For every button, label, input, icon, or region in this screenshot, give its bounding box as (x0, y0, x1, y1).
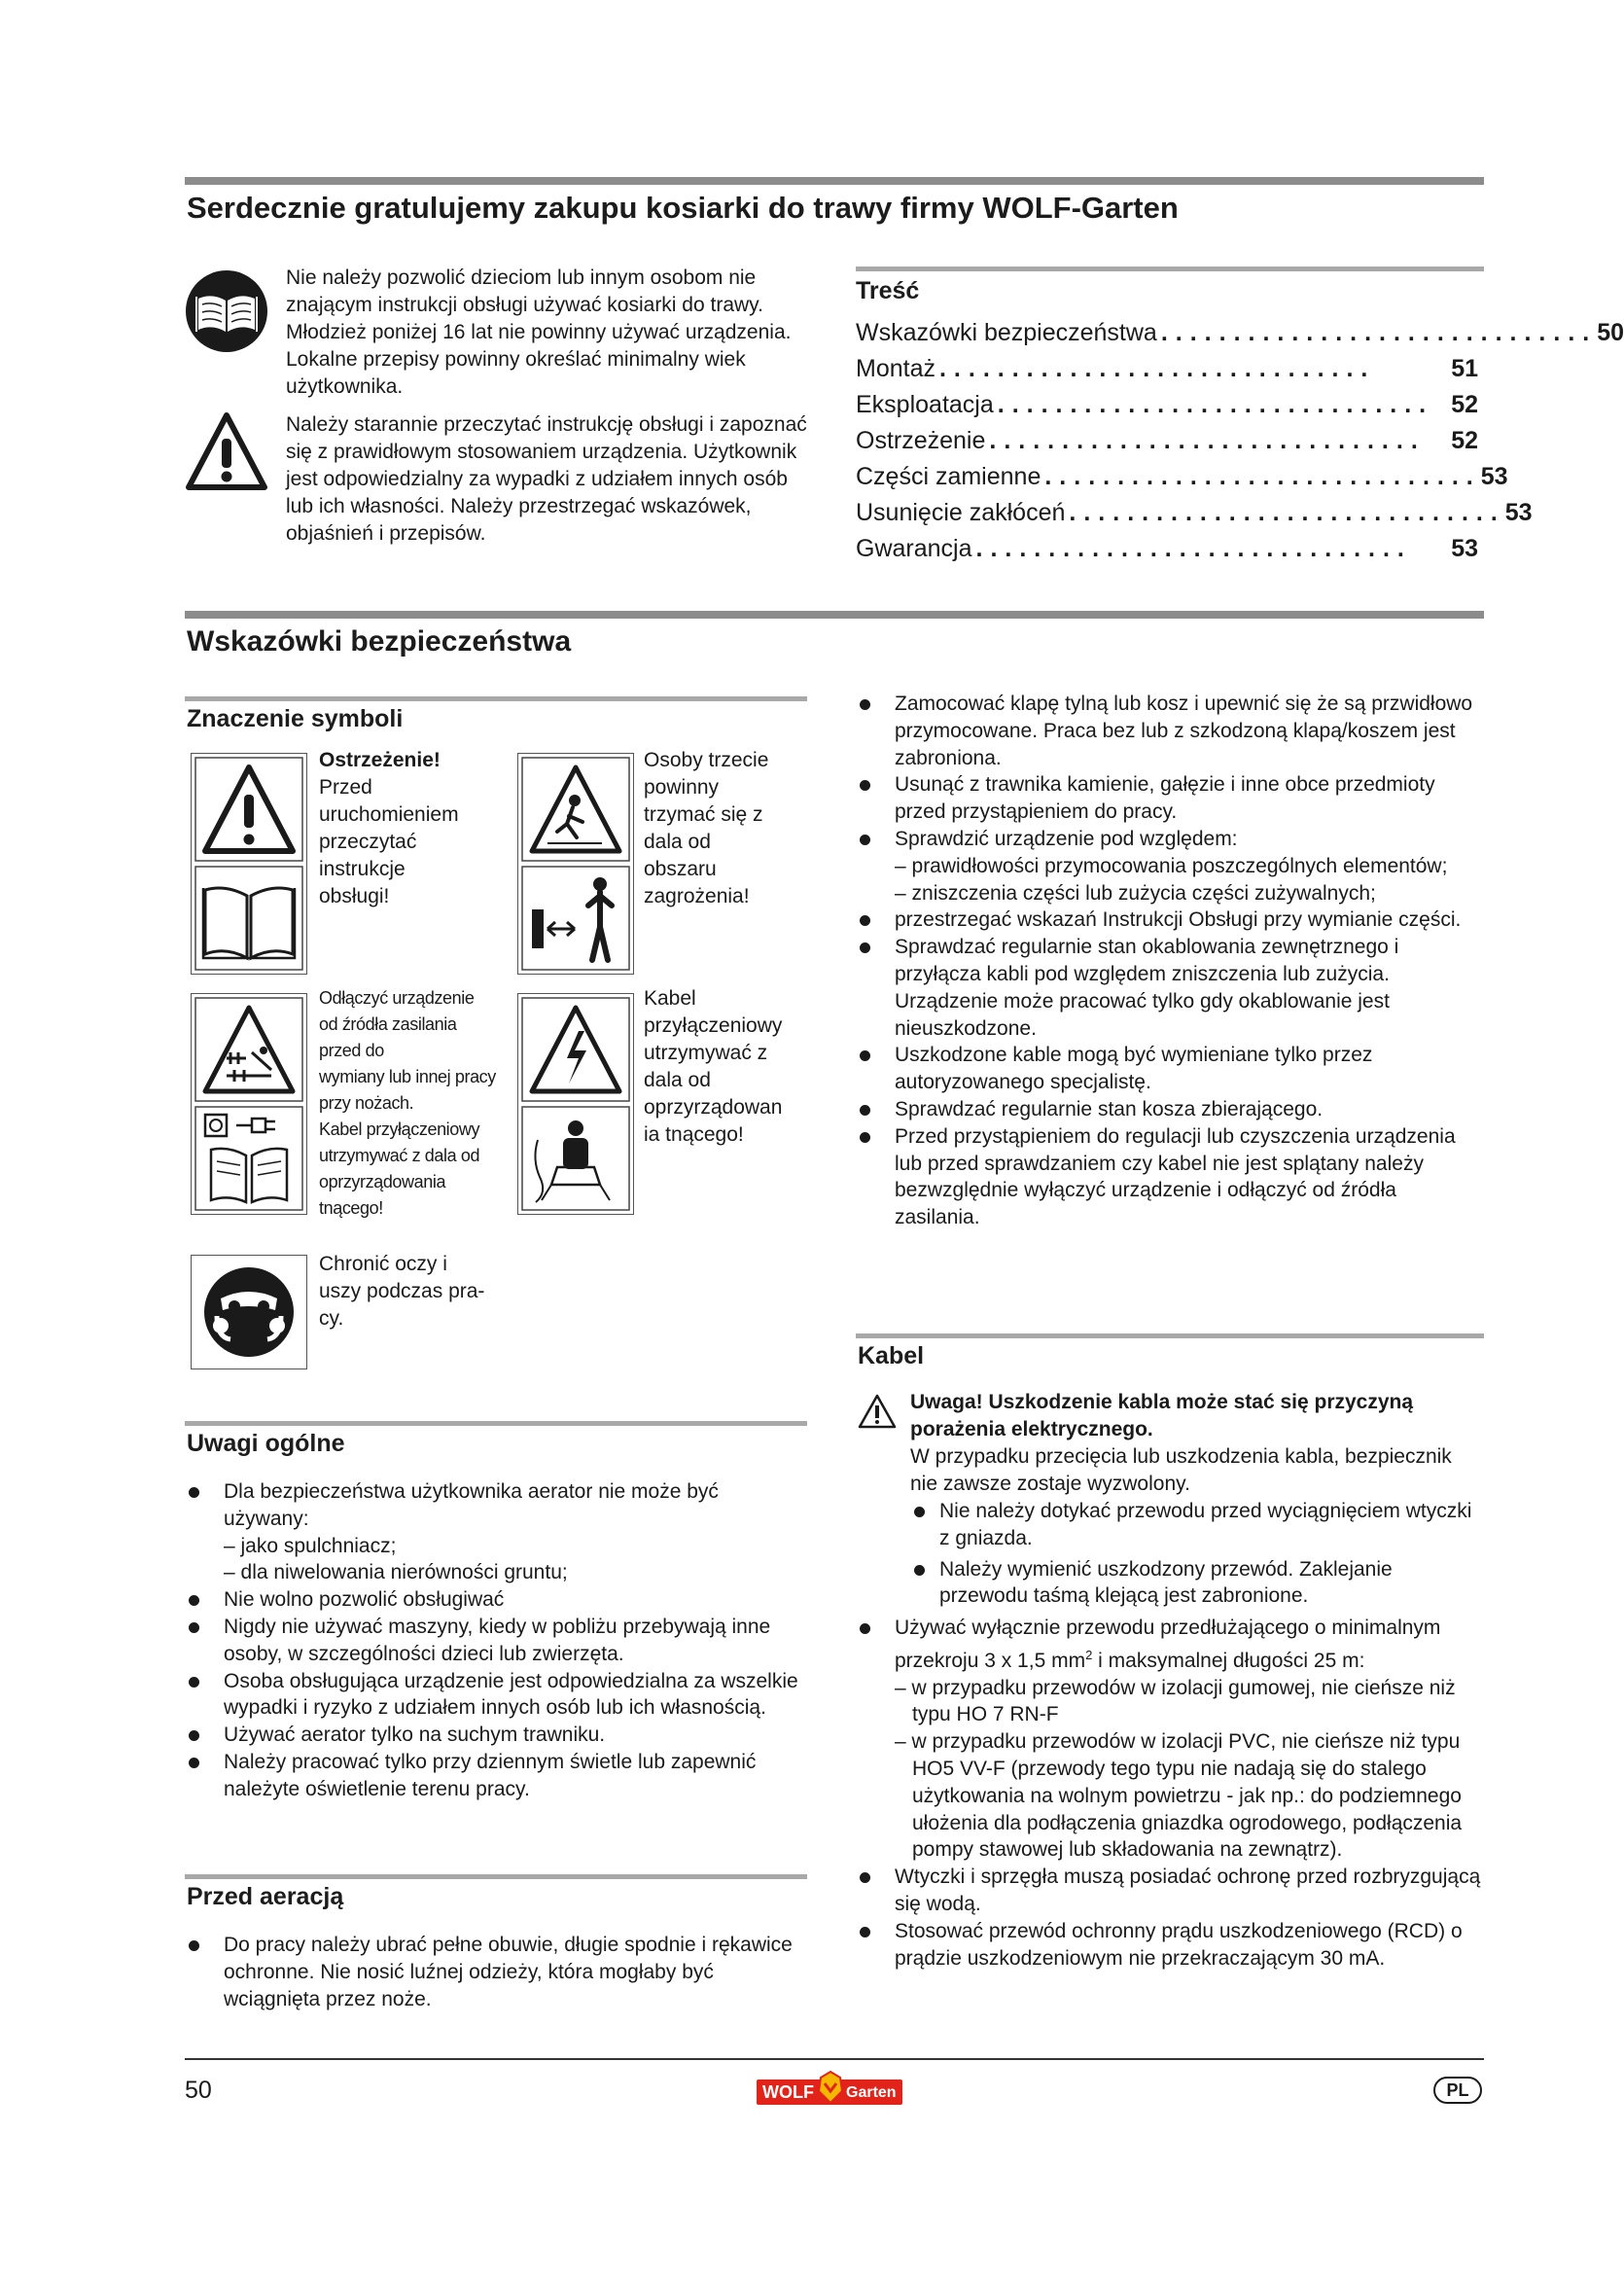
symbol-cable-distance (517, 993, 634, 1215)
list-item: Używać aerator tylko na suchym trawniku. (185, 1722, 807, 1749)
list-item: Sprawdzać regularnie stan kosza zbierającego. (856, 1096, 1484, 1123)
symbols-rule (185, 696, 807, 701)
safety-rule (185, 611, 1484, 619)
list-item: przestrzegać wskazań Instrukcji Obsługi przy wymianie części. (856, 906, 1484, 934)
table-of-contents (856, 319, 1624, 572)
list-item: Do pracy należy ubrać pełne obuwie, długie spodnie i rękawice ochronne. Nie nosić luźnej odzieży, która mogłaby być wciągnięta przez noże. (185, 1932, 807, 2012)
list-item: Dla bezpieczeństwa użytkownika aerator nie może być używany: – jako spulchniacz; – dla niwelowania nierówności gruntu; (185, 1478, 807, 1586)
language-badge: PL (1433, 2077, 1482, 2104)
cable-rule (856, 1333, 1484, 1338)
footer-rule (185, 2058, 1484, 2060)
list-item: Należy wymienić uszkodzony przewód. Zaklejanie przewodu taśmą klejącą jest zabronione. (910, 1556, 1484, 1611)
list-item: Nigdy nie używać maszyny, kiedy w pobliżu przebywają inne osoby, w szczególności dzieci lub zwierzęta. (185, 1614, 807, 1668)
symbol-read-manual (191, 753, 307, 975)
safety-heading: Wskazówki bezpieczeństwa (187, 625, 572, 658)
toc-item[interactable]: Montaż .............................. 51 (856, 355, 1478, 382)
caution-icon (857, 1393, 898, 1430)
safety-list (856, 691, 1484, 1231)
toc-heading: Treść (856, 277, 920, 304)
symbol-disconnect-power (191, 993, 307, 1215)
toc-item[interactable]: Eksploatacja .............................. 52 (856, 391, 1478, 418)
list-item: Usunąć z trawnika kamienie, gałęzie i inne obce przedmioty przed przystąpieniem do pracy. (856, 771, 1484, 826)
list-item: Sprawdzić urządzenie pod względem: – prawidłowości przymocowania poszczególnych elementów; – zniszczenia części lub zużycia części zużywalnych; (856, 826, 1484, 906)
header-rule (185, 177, 1484, 185)
cable-warning-list (910, 1498, 1484, 1610)
general-list (185, 1478, 807, 1803)
symbol-3-caption: Odłączyć urządzenie od źródła zasilania przed do wymiany lub innej pracy przy nożach. Kabel przyłączeniowy utrzymywać z dala od oprzyrządowania tnącego! (319, 988, 496, 1218)
symbol-4-caption: Kabel przyłączeniowy utrzymywać z dala od oprzyrządowan ia tnącego! (644, 987, 783, 1146)
cable-list (856, 1615, 1484, 1972)
toc-item[interactable]: Usunięcie zakłóceń .............................. 53 (856, 499, 1533, 526)
cable-heading: Kabel (858, 1342, 925, 1369)
list-item: Należy pracować tylko przy dziennym świetle lub zapewnić należyte oświetlenie terenu pracy. (185, 1749, 807, 1803)
list-item: Nie wolno pozwolić obsługiwać (185, 1586, 807, 1614)
page-title: Serdecznie gratulujemy zakupu kosiarki do trawy firmy WOLF-Garten (187, 191, 1179, 225)
page-number: 50 (185, 2077, 212, 2104)
list-item: Nie należy dotykać przewodu przed wyciągnięciem wtyczki z gniazda. (910, 1498, 1484, 1552)
symbols-heading: Znaczenie symboli (187, 705, 404, 732)
toc-item[interactable]: Ostrzeżenie .............................. 52 (856, 427, 1478, 454)
before-list (185, 1932, 807, 2012)
cable-warning-text: W przypadku przecięcia lub uszkodzenia kabla, bezpiecznik nie zawsze zostaje wyzwolony. (910, 1445, 1452, 1495)
wolf-garten-logo: WOLF Garten (757, 2070, 902, 2109)
symbol-1-caption: Ostrzeżenie! Przed uruchomieniem przeczytać instrukcje obsługi! (319, 749, 459, 907)
list-item: Uszkodzone kable mogą być wymieniane tylko przez autoryzowanego specjalistę. (856, 1042, 1484, 1096)
symbol-5-caption: Chronić oczy i uszy podczas pra- cy. (319, 1253, 485, 1330)
intro-paragraph-2: Należy starannie przeczytać instrukcję obsługi i zapoznać się z prawidłowym stosowaniem urządzenia. Użytkownik jest odpowiedzialny za wypadki z udziałem innych osób lub ich własności. Należy przestrzegać wskazówek, objaśnień i przepisów. (286, 413, 807, 545)
intro-paragraph-1: Nie należy pozwolić dzieciom lub innym osobom nie znającym instrukcji obsługi używać kosiarki do trawy. Młodzież poniżej 16 lat nie powinny używać urządzenia. Lokalne przepisy powinny określać minimalny wiek użytkownika. (286, 267, 792, 398)
symbol-keep-distance (517, 753, 634, 975)
symbol-2-caption: Osoby trzecie powinny trzymać się z dala od obszaru zagrożenia! (644, 749, 769, 907)
symbol-eye-ear-protection (191, 1255, 307, 1369)
book-icon (185, 269, 268, 353)
general-heading: Uwagi ogólne (187, 1430, 345, 1457)
list-item: Zamocować klapę tylną lub kosz i upewnić się że są przwidłowo przymocowane. Praca bez lub z szkodzoną klapą/koszem jest zabroniona. (856, 691, 1484, 771)
list-item: Wtyczki i sprzęgła muszą posiadać ochronę przed rozbryzgującą się wodą. (856, 1864, 1484, 1918)
list-item: Używać wyłącznie przewodu przedłużającego o minimalnym przekroju 3 x 1,5 $mm^2$ i maksymalnej długości 25 m: – w przypadku przewodów w izolacji gumowej, nie cieńsze niż typu HO 7 RN-F – w przypadku przewodów w izolacji PVC, nie cieńsze niż typu HO5 VV-F (przewody tego typu nie nadają się do stalego użytkowania na wolnym powietrzu - jak np.: do podziemnego ułożenia dla podłączenia gniazdka ogrodowego, podłączenia pompy stawowej lub składowania na zewnątrz). (856, 1615, 1484, 1864)
toc-item[interactable]: Wskazówki bezpieczeństwa .............................. 50 (856, 319, 1624, 346)
cable-warning-title: Uwaga! Uszkodzenie kabla może stać się przyczyną porażenia elektrycznego. (910, 1391, 1414, 1440)
list-item: Sprawdzać regularnie stan okablowania zewnętrznego i przyłącza kabli pod względem zniszczenia lub zużycia. Urządzenie może pracować tylko gdy okablowanie jest nieuszkodzone. (856, 934, 1484, 1042)
warning-triangle-icon (185, 411, 268, 491)
toc-item[interactable]: Gwarancja .............................. 53 (856, 535, 1478, 562)
list-item: Przed przystąpieniem do regulacji lub czyszczenia urządzenia lub przed sprawdzaniem czy kabel nie jest splątany należy bezwzględnie wyłączyć urządzenie i odłączyć od źródła zasilania. (856, 1123, 1484, 1231)
list-item: Stosować przewód ochronny prądu uszkodzeniowego (RCD) o prądzie uszkodzeniowym nie przekraczającym 30 mA. (856, 1918, 1484, 1973)
list-item: Osoba obsługująca urządzenie jest odpowiedzialna za wszelkie wypadki i ryzyko z udziałem innych osób lub ich własnością. (185, 1668, 807, 1723)
toc-rule (856, 267, 1484, 271)
toc-item[interactable]: Części zamienne .............................. 53 (856, 463, 1508, 490)
general-rule (185, 1421, 807, 1426)
before-rule (185, 1874, 807, 1879)
before-heading: Przed aeracją (187, 1883, 344, 1910)
